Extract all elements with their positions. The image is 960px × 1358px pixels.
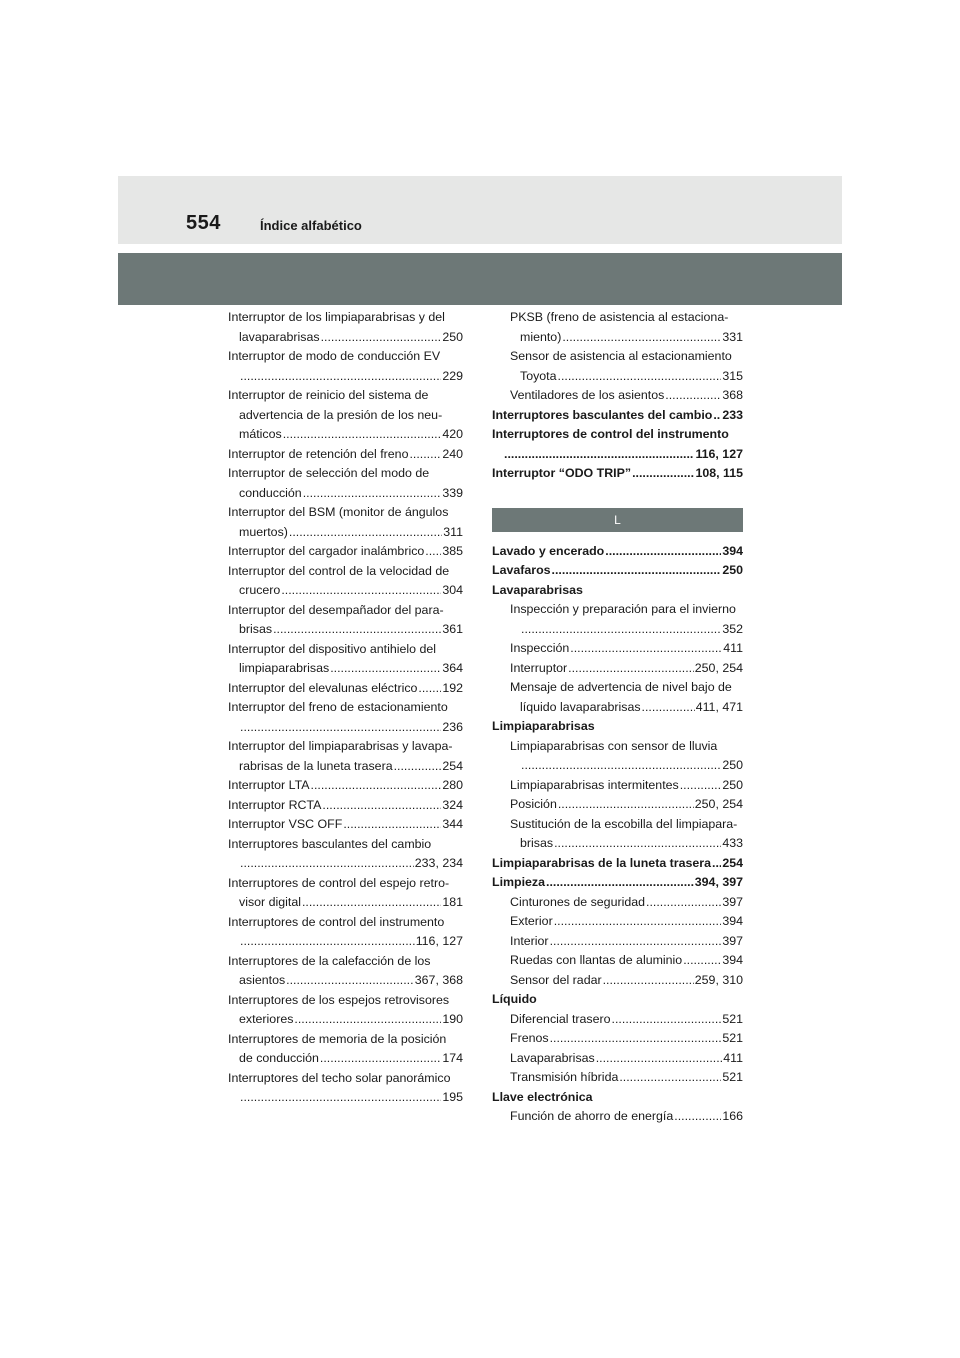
- index-entry: Interruptores de control del espejo retro-: [228, 875, 450, 890]
- index-entry: [492, 367, 743, 387]
- entry-page-ref: 397: [722, 894, 743, 909]
- entry-page-ref: 344: [442, 817, 463, 831]
- dot-leader: [504, 445, 694, 465]
- entry-page-ref: 304: [442, 583, 463, 597]
- entry-page-ref: 192: [442, 680, 463, 695]
- dot-leader: [521, 620, 721, 640]
- dot-leader: [619, 1068, 721, 1088]
- entry-page-ref: 361: [442, 622, 463, 636]
- dot-leader: [568, 659, 694, 679]
- index-entry: [492, 620, 743, 640]
- index-entry: Interruptores de control del instrumento: [492, 427, 729, 441]
- entry-page-ref: 229: [442, 368, 463, 383]
- index-entry: [492, 698, 743, 718]
- index-entry: [228, 1049, 463, 1069]
- entry-page-ref: 331: [722, 329, 743, 344]
- dot-leader: [240, 854, 414, 874]
- entry-page-ref: 411: [723, 1050, 743, 1065]
- dot-leader: [558, 367, 722, 387]
- entry-term: Inspección: [510, 641, 570, 655]
- entry-term: brisas: [239, 622, 273, 636]
- index-entry: advertencia de la presión de los neu-: [239, 407, 443, 422]
- entry-term: líquido lavaparabrisas: [520, 699, 641, 714]
- section-title: Índice alfabético: [260, 218, 362, 233]
- entry-page-ref: 233, 234: [414, 856, 463, 870]
- entry-page-ref: 397: [722, 933, 743, 948]
- entry-page-ref: 367, 368: [414, 973, 463, 987]
- entry-page-ref: 254: [722, 855, 743, 870]
- dot-leader: [281, 581, 441, 601]
- entry-term: muertos): [239, 524, 288, 539]
- dot-leader: [713, 406, 721, 426]
- index-entry: [492, 406, 743, 426]
- index-entry: Interruptores de memoria de la posición: [228, 1031, 447, 1046]
- entry-page-ref: 521: [722, 1031, 743, 1045]
- index-entry: [492, 951, 743, 971]
- index-entry: Inspección y preparación para el invierno: [510, 602, 736, 616]
- index-entry: [492, 1107, 743, 1127]
- index-entry: [228, 718, 463, 738]
- entry-term: Limpieza: [492, 875, 546, 889]
- entry-term: Interruptor “ODO TRIP”: [492, 466, 632, 480]
- entry-term: Interruptores basculantes del cambio: [492, 407, 713, 422]
- entry-term: Posición: [510, 797, 557, 811]
- index-entry: Interruptor del control de la velocidad de: [228, 563, 450, 578]
- index-entry: [228, 1088, 463, 1108]
- entry-term: Limpiaparabrisas intermitentes: [510, 777, 679, 792]
- index-entry: Interruptor de modo de conducción EV: [228, 349, 441, 363]
- entry-page-ref: 166: [722, 1109, 743, 1123]
- index-entry: [228, 796, 463, 816]
- dot-leader: [289, 523, 442, 543]
- index-entry: [228, 932, 463, 952]
- index-entry: [228, 620, 463, 640]
- entry-page-ref: 394: [722, 914, 743, 928]
- index-entry: Sensor de asistencia al estacionamiento: [510, 349, 732, 363]
- index-entry: Limpiaparabrisas con sensor de lluvia: [510, 738, 718, 753]
- entry-term: Lavafaros: [492, 563, 551, 577]
- entry-term: Interruptor: [510, 660, 568, 675]
- index-entry: [492, 1010, 743, 1030]
- entry-term: Función de ahorro de energía: [510, 1109, 674, 1123]
- entry-term: asientos: [239, 973, 286, 987]
- entry-page-ref: 385: [442, 544, 463, 558]
- entry-term: Ventiladores de los asientos: [510, 388, 665, 402]
- dot-leader: [680, 776, 722, 796]
- section-gap: [492, 484, 743, 504]
- entry-page-ref: 250, 254: [694, 660, 743, 675]
- dot-leader: [712, 854, 721, 874]
- entry-term: Lavado y encerado: [492, 543, 605, 558]
- index-entry: [492, 873, 743, 893]
- entry-term: Sensor del radar: [510, 972, 602, 987]
- dot-leader: [425, 542, 441, 562]
- dot-leader: [665, 386, 721, 406]
- header-band: [118, 176, 842, 244]
- entry-term: Toyota: [520, 368, 557, 383]
- dot-leader: [642, 698, 695, 718]
- index-entries-l: [492, 542, 743, 1127]
- index-entry: Interruptor del freno de estacionamiento: [228, 700, 448, 714]
- index-entry: PKSB (freno de asistencia al estaciona-: [510, 310, 729, 324]
- index-entry: Mensaje de advertencia de nivel bajo de: [510, 680, 732, 694]
- dot-leader: [409, 445, 441, 465]
- dot-leader: [322, 796, 441, 816]
- index-entry: Limpiaparabrisas: [492, 719, 595, 733]
- dot-leader: [554, 834, 721, 854]
- dot-leader: [418, 679, 441, 699]
- dot-leader: [521, 756, 721, 776]
- entry-page-ref: 108, 115: [695, 466, 743, 480]
- entry-page-ref: 181: [442, 895, 463, 909]
- index-entry: [492, 561, 743, 581]
- entry-term: limpiaparabrisas: [239, 661, 330, 675]
- index-entry: [492, 912, 743, 932]
- index-entry: [492, 639, 743, 659]
- dot-leader: [596, 1049, 723, 1069]
- entry-page-ref: 233: [722, 407, 743, 422]
- index-entry: [492, 1049, 743, 1069]
- index-entry: [492, 776, 743, 796]
- entry-page-ref: 364: [442, 661, 463, 675]
- dot-leader: [394, 757, 442, 777]
- index-entry: [492, 328, 743, 348]
- entry-page-ref: 190: [442, 1012, 463, 1026]
- entry-page-ref: 394, 397: [694, 875, 743, 889]
- entry-term: Interruptor de retención del freno: [228, 446, 409, 461]
- entry-term: Limpiaparabrisas de la luneta trasera: [492, 855, 711, 870]
- index-entry: [492, 464, 743, 484]
- entry-term: Interruptor VSC OFF: [228, 817, 343, 831]
- index-entry: [492, 1068, 743, 1088]
- entry-term: Lavaparabrisas: [510, 1050, 595, 1065]
- entry-page-ref: 339: [442, 485, 463, 500]
- index-entry: [228, 581, 463, 601]
- dot-leader: [632, 464, 694, 484]
- entry-page-ref: 521: [722, 1070, 743, 1084]
- index-entry: [228, 659, 463, 679]
- entry-page-ref: 411, 471: [695, 699, 743, 714]
- index-entry: [492, 932, 743, 952]
- index-entry: [492, 756, 743, 776]
- index-entry: [492, 854, 743, 874]
- dot-leader: [552, 561, 722, 581]
- index-entry: [228, 542, 463, 562]
- index-entry: [228, 484, 463, 504]
- dot-leader: [683, 951, 721, 971]
- dot-leader: [554, 912, 722, 932]
- index-entry: Sustitución de la escobilla del limpiapara-: [510, 816, 738, 831]
- entry-term: Ruedas con llantas de aluminio: [510, 953, 683, 967]
- index-entry: Interruptor de los limpiaparabrisas y del: [228, 310, 445, 324]
- index-entry: Interruptores de la calefacción de los: [228, 953, 431, 968]
- entry-term: visor digital: [239, 895, 301, 909]
- entry-page-ref: 116, 127: [415, 934, 463, 948]
- dot-leader: [550, 1029, 722, 1049]
- entry-term: Cinturones de seguridad: [510, 894, 646, 909]
- index-entry: [492, 542, 743, 562]
- entry-term: de conducción: [239, 1051, 319, 1065]
- index-entry: [492, 893, 743, 913]
- index-entry: [228, 445, 463, 465]
- entry-page-ref: 324: [442, 797, 463, 812]
- entry-term: Interruptor del elevalunas eléctrico: [228, 680, 418, 695]
- entry-page-ref: 394: [722, 953, 743, 967]
- index-entry: [228, 893, 463, 913]
- entry-page-ref: 254: [442, 758, 463, 773]
- index-entry: [492, 834, 743, 854]
- dot-leader: [562, 328, 721, 348]
- dot-leader: [240, 718, 441, 738]
- entry-page-ref: 311: [443, 524, 463, 539]
- entry-page-ref: 433: [722, 836, 743, 850]
- index-entry: Interruptor del dispositivo antihielo del: [228, 641, 437, 656]
- dot-leader: [240, 1088, 441, 1108]
- entry-term: Interruptor LTA: [228, 778, 310, 792]
- entry-page-ref: 352: [722, 621, 743, 636]
- dot-leader: [612, 1010, 722, 1030]
- entry-page-ref: 411: [723, 641, 743, 655]
- index-entry: Interruptores de control del instrumento: [228, 914, 445, 929]
- index-entry: Lavaparabrisas: [492, 582, 583, 597]
- index-entry: [228, 523, 463, 543]
- entry-term: Interior: [510, 933, 549, 948]
- dot-leader: [558, 795, 694, 815]
- dot-leader: [240, 932, 415, 952]
- index-entry: [228, 425, 463, 445]
- entry-term: Transmisión híbrida: [510, 1070, 619, 1084]
- letter-heading-l: L: [492, 508, 743, 532]
- entry-page-ref: 259, 310: [694, 972, 743, 987]
- index-entry: Interruptores del techo solar panorámico: [228, 1070, 451, 1085]
- dot-leader: [674, 1107, 721, 1127]
- page-number: 554: [186, 212, 221, 234]
- index-entry: [492, 659, 743, 679]
- entry-term: crucero: [239, 583, 281, 597]
- dot-leader: [605, 542, 721, 562]
- index-entry: [492, 386, 743, 406]
- entry-term: conducción: [239, 485, 302, 500]
- index-entry: [228, 1010, 463, 1030]
- dot-leader: [303, 484, 442, 504]
- dot-leader: [320, 1049, 441, 1069]
- entry-page-ref: 236: [442, 719, 463, 734]
- dot-leader: [570, 639, 722, 659]
- entry-page-ref: 250: [722, 777, 743, 792]
- entry-page-ref: 174: [442, 1051, 463, 1065]
- dot-leader: [603, 971, 694, 991]
- index-column-right: [492, 308, 743, 1127]
- entry-term: exteriores: [239, 1012, 294, 1026]
- index-entry: [492, 971, 743, 991]
- entry-term: brisas: [520, 836, 554, 850]
- dot-leader: [240, 367, 441, 387]
- entry-page-ref: 315: [722, 368, 743, 383]
- index-entry: [228, 854, 463, 874]
- index-entry: Líquido: [492, 992, 537, 1006]
- header-dark-band: [118, 253, 842, 305]
- entry-page-ref: 394: [722, 543, 743, 558]
- index-entry: Interruptores de los espejos retrovisores: [228, 992, 450, 1007]
- entry-page-ref: 116, 127: [695, 446, 743, 461]
- index-entry: Interruptor del BSM (monitor de ángulos: [228, 505, 449, 519]
- dot-leader: [302, 893, 441, 913]
- index-entry: Interruptor de selección del modo de: [228, 466, 430, 480]
- index-entry: [228, 971, 463, 991]
- index-entry: [492, 445, 743, 465]
- entry-term: Frenos: [510, 1031, 549, 1045]
- index-entry: [492, 1029, 743, 1049]
- index-entry: [228, 328, 463, 348]
- index-entry: Llave electrónica: [492, 1089, 593, 1104]
- index-entry: [228, 815, 463, 835]
- entry-term: Interruptor del cargador inalámbrico: [228, 544, 425, 558]
- entry-term: miento): [520, 329, 562, 344]
- entry-page-ref: 250: [722, 563, 743, 577]
- entry-page-ref: 250: [442, 329, 463, 344]
- dot-leader: [546, 873, 694, 893]
- index-entry: Interruptor del desempañador del para-: [228, 602, 444, 617]
- index-entry: [492, 795, 743, 815]
- index-entry: [228, 757, 463, 777]
- dot-leader: [550, 932, 722, 952]
- entry-term: Interruptor RCTA: [228, 797, 322, 812]
- dot-leader: [343, 815, 441, 835]
- index-entry: Interruptor de reinicio del sistema de: [228, 388, 429, 402]
- dot-leader: [646, 893, 721, 913]
- index-entry: [228, 776, 463, 796]
- entry-page-ref: 250, 254: [694, 797, 743, 811]
- dot-leader: [286, 971, 414, 991]
- entry-page-ref: 420: [442, 427, 463, 441]
- entry-page-ref: 368: [722, 388, 743, 402]
- dot-leader: [283, 425, 442, 445]
- entry-term: Diferencial trasero: [510, 1011, 611, 1026]
- dot-leader: [321, 328, 442, 348]
- index-column-left: [228, 308, 463, 1108]
- index-entries-i-continued: [492, 308, 743, 484]
- entry-term: máticos: [239, 427, 282, 441]
- index-entry: Interruptores basculantes del cambio: [228, 836, 432, 851]
- entry-term: Exterior: [510, 914, 553, 928]
- index-entry: [228, 367, 463, 387]
- entry-page-ref: 250: [722, 758, 743, 772]
- entry-term: lavaparabrisas: [239, 329, 320, 344]
- entry-page-ref: 521: [722, 1011, 743, 1026]
- entry-page-ref: 195: [442, 1090, 463, 1104]
- index-entry: [228, 679, 463, 699]
- dot-leader: [311, 776, 442, 796]
- entry-page-ref: 280: [442, 778, 463, 792]
- index-entry: Interruptor del limpiaparabrisas y lavapa-: [228, 739, 453, 753]
- entry-term: rabrisas de la luneta trasera: [239, 758, 393, 773]
- dot-leader: [294, 1010, 441, 1030]
- entry-page-ref: 240: [442, 446, 463, 461]
- dot-leader: [273, 620, 441, 640]
- dot-leader: [330, 659, 441, 679]
